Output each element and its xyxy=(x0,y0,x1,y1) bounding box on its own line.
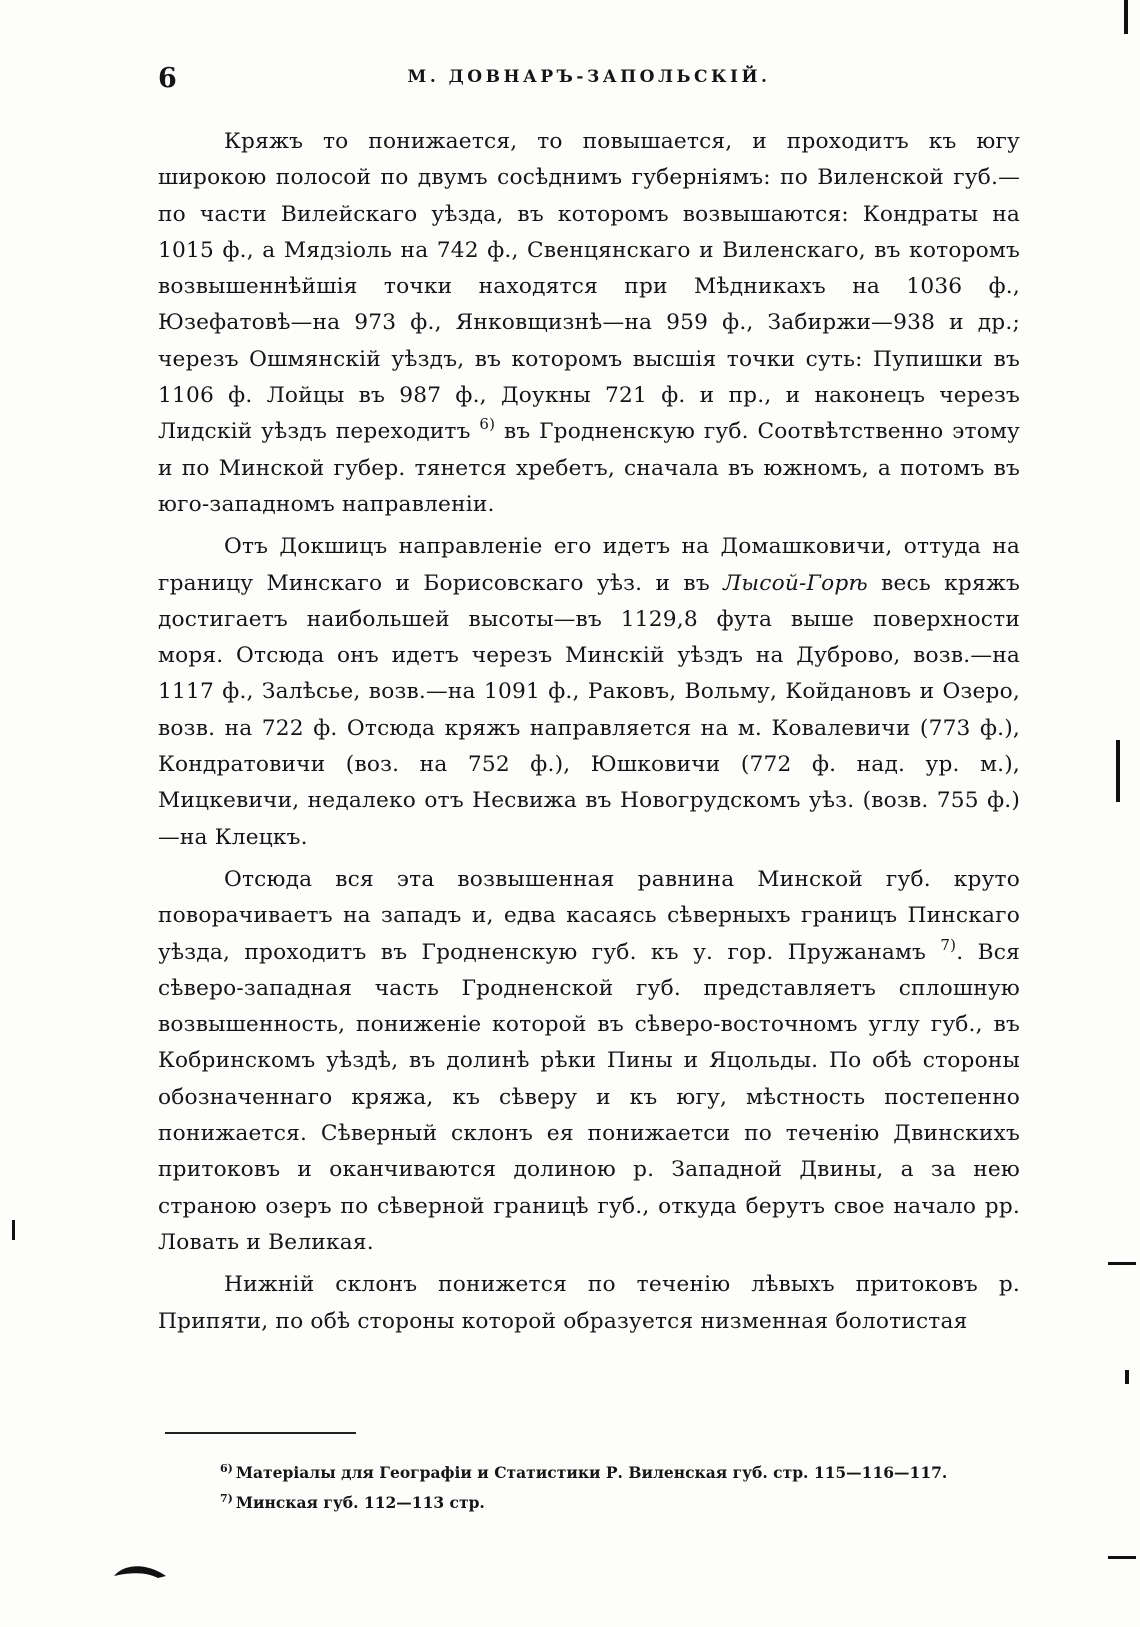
footnote-6 xyxy=(220,1458,1020,1488)
page-header xyxy=(158,63,1020,103)
footnote-7-mark: 7) xyxy=(220,1492,233,1505)
paragraph-4-text-a: Нижній склонъ понижется по теченію лѣвыхъ притоковъ р. Припяти, по обѣ стороны которой образуется низменная болотистая xyxy=(158,1272,1020,1334)
footnotes xyxy=(220,1458,1020,1518)
footnote-rule xyxy=(165,1432,356,1434)
paragraph-4 xyxy=(158,1267,1020,1340)
page-number: 6 xyxy=(158,63,177,94)
body-text xyxy=(158,124,1020,1346)
paragraph-1-text-b: въ Гродненскую губ. Соотвѣтственно этому и по Минской губер. тянется хребетъ, сначала въ южномъ, а потомъ въ юго-западномъ направленіи. xyxy=(158,419,1020,517)
running-head: М. ДОВНАРЪ-ЗАПОЛЬСКІЙ. xyxy=(407,67,771,87)
paragraph-1-text-a: Кряжъ то понижается, то повышается, и проходитъ къ югу широкою полосой по двумъ сосѣднимъ губерніямъ: по Виленской губ.—по части Вилейскаго уѣзда, въ которомъ возвышаются: Кондраты на 1015 ф., а Мядзіоль на 742 ф., Свенцянскаго и Виленскаго, въ которомъ возвышеннѣйшія точки находятся при Мѣдникахъ на 1036 ф., Юзефатовѣ—на 973 ф., Янковщизнѣ—на 959 ф., Забиржи—938 и др.; черезъ Ошмянскій уѣздъ, въ которомъ высшія точки суть: Пупишки въ 1106 ф. Лойцы въ 987 ф., Доукны 721 ф. и пр., и наконецъ черезъ Лидскій уѣздъ переходитъ xyxy=(158,129,1020,445)
scan-edge-mark-top-right xyxy=(1124,0,1128,34)
paragraph-3-text-b: . Вся сѣверо-западная часть Гродненской губ. представляетъ сплошную возвышенность, пониженіе которой въ сѣверо-восточномъ углу губ., въ Кобринскомъ уѣздѣ, въ долинѣ рѣки Пины и Яцольды. По обѣ стороны обозначеннаго кряжа, къ сѣверу и къ югу, мѣстность постепенно понижается. Сѣверный склонъ ея понижаетси по теченію Двинскихъ притоковъ и оканчиваются долиною р. Западной Двины, а за нею страною озеръ по сѣверной границѣ губ., откуда берутъ свое начало рр. Ловать и Великая. xyxy=(158,939,1020,1255)
footnote-7-text: Минская губ. 112—113 стр. xyxy=(235,1493,485,1512)
scan-edge-mark-right-1 xyxy=(1116,740,1120,802)
scan-edge-mark-right-4 xyxy=(1108,1556,1136,1559)
ink-blot-bottom-left xyxy=(112,1558,168,1580)
paragraph-1 xyxy=(158,124,1020,523)
paragraph-2-text-b: весь кряжъ достигаетъ наибольшей высоты—въ 1129,8 фута выше поверхности моря. Отсюда онъ идетъ черезъ Минскій уѣздъ на Дуброво, возв.—на 1117 ф., Залѣсье, возв.—на 1091 ф., Раковъ, Вольму, Койдановъ и Озеро, возв. на 722 ф. Отсюда кряжъ направляется на м. Ковалевичи (773 ф.), Кондратовичи (воз. на 752 ф.), Юшковичи (772 ф. над. ур. м.), Мицкевичи, недалеко отъ Несвижа въ Новогрудскомъ уѣз. (возв. 755 ф.)—на Клецкъ. xyxy=(158,570,1020,850)
paragraph-2-text-a: Отъ Докшицъ направленіе его идетъ на Домашковичи, оттуда на границу Минскаго и Борисовскаго уѣз. и въ xyxy=(158,534,1020,596)
scan-edge-mark-right-2 xyxy=(1108,1262,1136,1265)
scan-edge-mark-left xyxy=(12,1220,15,1240)
footnote-ref-6: 6) xyxy=(479,415,496,434)
footnote-7 xyxy=(220,1488,1020,1518)
paragraph-3-text-a: Отсюда вся эта возвышенная равнина Минской губ. круто поворачиваетъ на западъ и, едва касаясь сѣверныхъ границъ Пинскаго уѣзда, проходитъ въ Гродненскую губ. къ у. гор. Пружанамъ xyxy=(158,866,1020,965)
footnote-6-mark: 6) xyxy=(220,1462,233,1475)
scan-edge-mark-right-3 xyxy=(1125,1370,1129,1384)
paragraph-2-italic-place: Лысой-Горѣ xyxy=(723,570,868,596)
footnote-6-text: Матеріалы для Географіи и Статистики Р. Виленская губ. стр. 115—116—117. xyxy=(235,1463,948,1482)
paragraph-3 xyxy=(158,862,1020,1261)
footnote-ref-7: 7) xyxy=(940,935,957,954)
paragraph-2 xyxy=(158,529,1020,856)
